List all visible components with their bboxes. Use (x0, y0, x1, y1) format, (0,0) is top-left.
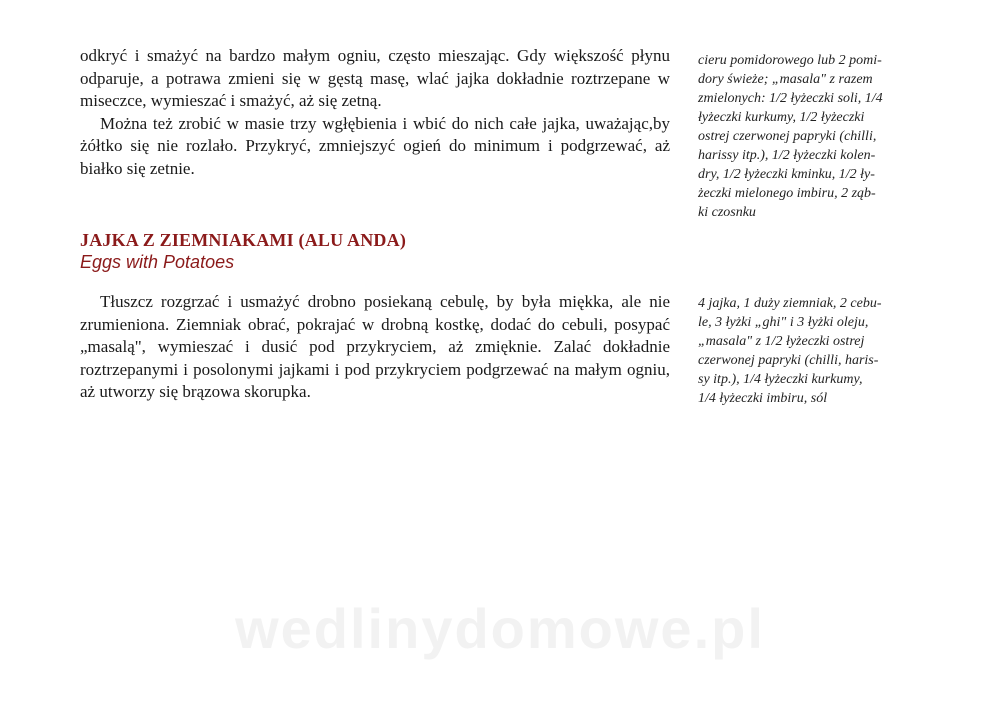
paragraph-frying-instructions: odkryć i smażyć na bardzo małym ogniu, często mieszając. Gdy większość płynu odparuje, a potrawa zmieni się w gęstą masę, wlać jajka dokładnie roztrzepane w miseczce, wymieszać i smażyć, aż się zetną. (80, 46, 670, 110)
ingredient-line: czerwonej papryki (chilli, haris- (698, 353, 879, 368)
recipe-body (80, 291, 670, 404)
paragraph-alternative-method: Można też zrobić w masie trzy wgłębienia i wbić do nich całe jajka, uważając,by żółtko się nie rozlało. Przykryć, zmniejszyć ogień do minimum i podgrzewać, aż białko się zetnie. (80, 113, 670, 178)
ingredient-line: ostrej czerwonej papryki (chilli, (698, 129, 877, 144)
ingredient-line: łyżeczki kurkumy, 1/2 łyżeczki (698, 110, 865, 125)
ingredients-sidebar-previous (698, 51, 923, 222)
ingredient-line: cieru pomidorowego lub 2 pomi- (698, 53, 882, 68)
main-text-continuation (80, 45, 670, 180)
ingredient-line: 1/4 łyżeczki imbiru, sól (698, 391, 828, 406)
recipe-title: JAJKA Z ZIEMNIAKAMI (ALU ANDA) (80, 230, 407, 250)
ingredient-line: dory świeże; „masala" z razem (698, 72, 873, 87)
ingredient-line: harissy itp.), 1/2 łyżeczki kolen- (698, 148, 876, 163)
ingredient-line: sy itp.), 1/4 łyżeczki kurkumy, (698, 372, 863, 387)
recipe-subtitle: Eggs with Potatoes (80, 252, 235, 272)
recipe-ingredients (698, 294, 923, 408)
ingredient-line: ki czosnku (698, 205, 756, 220)
recipe-heading (80, 229, 406, 273)
ingredient-line: dry, 1/2 łyżeczki kminku, 1/2 ły- (698, 167, 875, 182)
ingredient-line: „masala" z 1/2 łyżeczki ostrej (698, 334, 865, 349)
recipe-instructions: Tłuszcz rozgrzać i usmażyć drobno posiekaną cebulę, by była miękka, ale nie zrumieniona. Ziemniak obrać, pokrajać w drobną kostkę, dodać do cebuli, posypać „masalą", wymieszać i dusić pod przykryciem, aż zmięknie. Zalać dokładnie roztrzepanymi i posolonymi jajkami i pod przykryciem podgrzewać na małym ogniu, aż utworzy się brązowa skorupka. (80, 292, 670, 401)
ingredient-line: 4 jajka, 1 duży ziemniak, 2 cebu- (698, 296, 882, 311)
watermark: wedlinydomowe.pl (235, 597, 765, 660)
ingredient-line: żeczki mielonego imbiru, 2 ząb- (698, 186, 876, 201)
ingredient-line: zmielonych: 1/2 łyżeczki soli, 1/4 (698, 91, 883, 106)
ingredient-line: le, 3 łyżki „ghi" i 3 łyżki oleju, (698, 315, 869, 330)
